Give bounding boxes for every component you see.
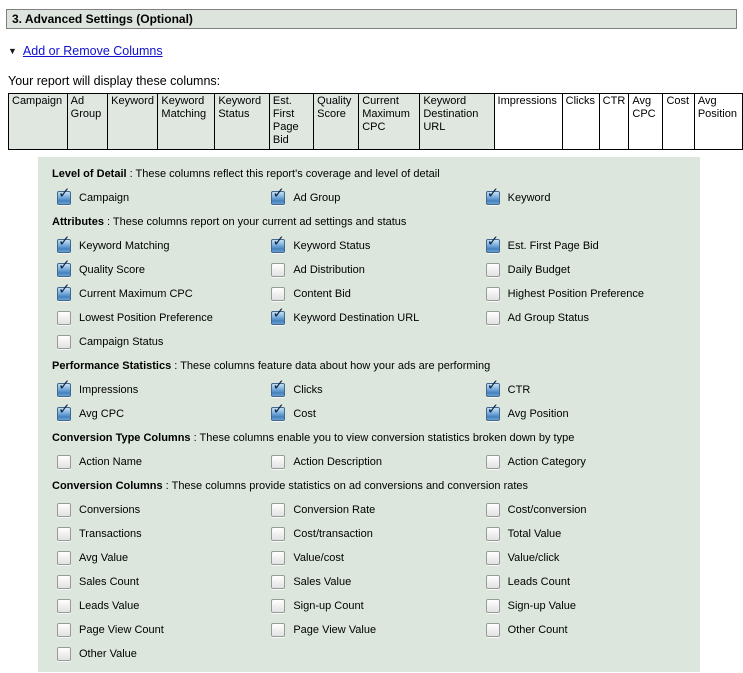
column-option-other-count[interactable] <box>486 623 700 637</box>
section-heading-description: : These columns feature data about how your ads are performing <box>171 360 491 372</box>
checkbox-label: Cost/transaction <box>293 528 373 540</box>
checkbox-unchecked-icon[interactable] <box>57 647 71 661</box>
column-option-keyword[interactable] <box>486 191 700 205</box>
column-header-cell-keyword: Keyword <box>108 94 158 150</box>
column-option-current-maximum-cpc[interactable] <box>57 287 271 301</box>
column-option-conversion-rate[interactable] <box>271 503 485 517</box>
checkbox-unchecked-icon[interactable] <box>57 599 71 613</box>
checkbox-unchecked-icon[interactable] <box>486 623 500 637</box>
column-header-cell-avg-cpc: Avg CPC <box>629 94 663 150</box>
checkbox-checked-icon[interactable] <box>271 239 285 253</box>
checkbox-checked-icon[interactable] <box>486 383 500 397</box>
section-titlebar <box>6 9 737 29</box>
checkbox-label: Campaign Status <box>79 336 164 348</box>
column-header-cell-ctr: CTR <box>599 94 629 150</box>
column-option-conversions[interactable] <box>57 503 271 517</box>
column-option-avg-cpc[interactable] <box>57 407 271 421</box>
section-heading-title: Conversion Type Columns <box>52 432 191 444</box>
checkbox-label: Leads Count <box>507 576 571 588</box>
column-header-cell-cost: Cost <box>663 94 694 150</box>
checkbox-checked-icon[interactable] <box>57 407 71 421</box>
column-option-campaign[interactable] <box>57 191 271 205</box>
checkbox-label: Action Description <box>293 456 382 468</box>
checkbox-checked-icon[interactable] <box>486 191 500 205</box>
column-option-impressions[interactable] <box>57 383 271 397</box>
column-header-cell-keyword-destination-url: Keyword Destination URL <box>420 94 494 150</box>
checkbox-label: Sign-up Count <box>293 600 364 612</box>
checkbox-unchecked-icon[interactable] <box>271 287 285 301</box>
checkbox-label: Total Value <box>507 528 562 540</box>
checkbox-label: Lowest Position Preference <box>79 312 213 324</box>
checkbox-label: Other Count <box>507 624 568 636</box>
column-header-cell-keyword-matching: Keyword Matching <box>158 94 215 150</box>
column-header-cell-impressions: Impressions <box>494 94 562 150</box>
column-option-avg-value[interactable] <box>57 551 271 565</box>
column-header-cell-clicks: Clicks <box>562 94 599 150</box>
columns-preview-table <box>8 93 743 150</box>
column-option-action-category[interactable] <box>486 455 700 469</box>
checkbox-row <box>38 258 700 282</box>
checkbox-checked-icon[interactable] <box>271 191 285 205</box>
checkbox-unchecked-icon[interactable] <box>486 455 500 469</box>
checkbox-row <box>38 234 700 258</box>
column-header-cell-keyword-status: Keyword Status <box>215 94 270 150</box>
checkbox-unchecked-icon[interactable] <box>271 623 285 637</box>
checkbox-label: Action Name <box>79 456 142 468</box>
checkbox-unchecked-icon[interactable] <box>486 287 500 301</box>
checkbox-row <box>38 330 700 354</box>
column-option-cost-transaction[interactable] <box>271 527 485 541</box>
triangle-down-icon[interactable]: ▼ <box>8 46 17 56</box>
checkbox-row <box>38 570 700 594</box>
checkbox-row <box>38 546 700 570</box>
checkbox-label: Campaign <box>79 192 130 204</box>
column-option-other-value[interactable] <box>57 647 273 661</box>
checkbox-unchecked-icon[interactable] <box>57 623 71 637</box>
checkbox-checked-icon[interactable] <box>271 407 285 421</box>
checkbox-label: Avg CPC <box>79 408 125 420</box>
checkbox-unchecked-icon[interactable] <box>271 599 285 613</box>
checkbox-label: Cost <box>293 408 316 420</box>
column-option-quality-score[interactable] <box>57 263 271 277</box>
checkbox-label: Daily Budget <box>507 264 571 276</box>
columns-preview-caption: Your report will display these columns: <box>8 74 221 88</box>
column-option-avg-position[interactable] <box>486 407 700 421</box>
checkbox-unchecked-icon[interactable] <box>271 575 285 589</box>
column-option-keyword-matching[interactable] <box>57 239 271 253</box>
column-option-leads-value[interactable] <box>57 599 271 613</box>
section-heading-title: Attributes <box>52 216 104 228</box>
section-heading-description: : These columns report on your current ad settings and status <box>103 216 407 228</box>
column-option-action-name[interactable] <box>57 455 271 469</box>
checkbox-label: Ad Group <box>293 192 341 204</box>
checkbox-checked-icon[interactable] <box>271 311 285 325</box>
checkbox-unchecked-icon[interactable] <box>57 311 71 325</box>
section-heading-conversion-columns <box>38 474 700 498</box>
column-header-cell-quality-score: Quality Score <box>314 94 359 150</box>
checkbox-unchecked-icon[interactable] <box>271 527 285 541</box>
column-option-ad-group-status[interactable] <box>486 311 700 325</box>
column-option-sales-value[interactable] <box>271 575 485 589</box>
checkbox-row <box>38 282 700 306</box>
checkbox-label: Current Maximum CPC <box>79 288 193 300</box>
checkbox-checked-icon[interactable] <box>271 383 285 397</box>
checkbox-unchecked-icon[interactable] <box>57 503 71 517</box>
checkbox-label: Page View Value <box>293 624 377 636</box>
column-header-cell-ad-group: Ad Group <box>67 94 108 150</box>
column-option-sign-up-count[interactable] <box>271 599 485 613</box>
column-header-cell-campaign: Campaign <box>9 94 68 150</box>
checkbox-label: Clicks <box>293 384 323 396</box>
checkbox-label: Ad Distribution <box>293 264 365 276</box>
checkbox-checked-icon[interactable] <box>486 239 500 253</box>
checkbox-unchecked-icon[interactable] <box>57 527 71 541</box>
checkbox-label: CTR <box>507 384 531 396</box>
column-option-keyword-status[interactable] <box>271 239 485 253</box>
checkbox-label: Avg Position <box>507 408 569 420</box>
checkbox-label: Avg Value <box>79 552 129 564</box>
checkbox-label: Sales Count <box>79 576 139 588</box>
column-option-highest-position-preference[interactable] <box>486 287 700 301</box>
checkbox-unchecked-icon[interactable] <box>486 527 500 541</box>
section-heading-performance-statistics <box>38 354 700 378</box>
checkbox-row <box>38 594 700 618</box>
checkbox-unchecked-icon[interactable] <box>486 311 500 325</box>
section-heading-level-of-detail <box>38 162 700 186</box>
section-heading-description: : These columns provide statistics on ad conversions and conversion rates <box>162 480 529 492</box>
columns-preview-row <box>9 94 743 150</box>
column-option-clicks[interactable] <box>271 383 485 397</box>
checkbox-label: Other Value <box>79 648 137 660</box>
checkbox-checked-icon[interactable] <box>57 191 71 205</box>
checkbox-row <box>38 642 700 666</box>
checkbox-label: Action Category <box>507 456 586 468</box>
checkbox-label: Transactions <box>79 528 142 540</box>
column-option-action-description[interactable] <box>271 455 485 469</box>
checkbox-label: Ad Group Status <box>507 312 589 324</box>
checkbox-unchecked-icon[interactable] <box>486 575 500 589</box>
checkbox-row <box>38 522 700 546</box>
checkbox-unchecked-icon[interactable] <box>271 455 285 469</box>
checkbox-label: Keyword Matching <box>79 240 170 252</box>
checkbox-label: Content Bid <box>293 288 351 300</box>
checkbox-label: Est. First Page Bid <box>507 240 599 252</box>
checkbox-label: Page View Count <box>79 624 164 636</box>
add-remove-columns-link[interactable]: Add or Remove Columns <box>22 44 163 58</box>
column-option-campaign-status[interactable] <box>57 335 273 349</box>
column-option-sign-up-value[interactable] <box>486 599 700 613</box>
column-option-cost-conversion[interactable] <box>486 503 700 517</box>
column-header-cell-est-first-page-bid: Est. First Page Bid <box>269 94 313 150</box>
checkbox-row <box>38 186 700 210</box>
checkbox-row <box>38 450 700 474</box>
columns-panel <box>38 157 700 672</box>
checkbox-label: Sales Value <box>293 576 352 588</box>
checkbox-unchecked-icon[interactable] <box>271 551 285 565</box>
checkbox-unchecked-icon[interactable] <box>486 599 500 613</box>
column-option-total-value[interactable] <box>486 527 700 541</box>
checkbox-label: Leads Value <box>79 600 140 612</box>
checkbox-unchecked-icon[interactable] <box>271 263 285 277</box>
section-heading-description: : These columns reflect this report's coverage and level of detail <box>126 168 440 180</box>
column-option-sales-count[interactable] <box>57 575 271 589</box>
checkbox-label: Keyword Status <box>293 240 371 252</box>
checkbox-label: Keyword Destination URL <box>293 312 420 324</box>
column-option-leads-count[interactable] <box>486 575 700 589</box>
checkbox-checked-icon[interactable] <box>486 407 500 421</box>
section-heading-title: Conversion Columns <box>52 480 163 492</box>
checkbox-row <box>38 402 700 426</box>
column-option-page-view-value[interactable] <box>271 623 485 637</box>
section-heading-title: Performance Statistics <box>52 360 172 372</box>
checkbox-label: Value/click <box>507 552 560 564</box>
checkbox-row <box>38 498 700 522</box>
checkbox-unchecked-icon[interactable] <box>486 263 500 277</box>
column-option-page-view-count[interactable] <box>57 623 271 637</box>
column-option-lowest-position-preference[interactable] <box>57 311 271 325</box>
checkbox-row <box>38 618 700 642</box>
add-remove-columns-row <box>8 44 743 58</box>
checkbox-unchecked-icon[interactable] <box>271 503 285 517</box>
checkbox-label: Value/cost <box>293 552 344 564</box>
section-heading-conversion-type-columns <box>38 426 700 450</box>
checkbox-checked-icon[interactable] <box>57 239 71 253</box>
checkbox-label: Conversions <box>79 504 141 516</box>
checkbox-unchecked-icon[interactable] <box>486 551 500 565</box>
column-header-cell-avg-position: Avg Position <box>694 94 742 150</box>
column-option-daily-budget[interactable] <box>486 263 700 277</box>
checkbox-label: Sign-up Value <box>507 600 576 612</box>
checkbox-label: Conversion Rate <box>293 504 376 516</box>
checkbox-checked-icon[interactable] <box>57 383 71 397</box>
column-option-cost[interactable] <box>271 407 485 421</box>
section-heading-title: Level of Detail <box>52 168 127 180</box>
column-option-value-click[interactable] <box>486 551 700 565</box>
checkbox-label: Impressions <box>79 384 139 396</box>
column-option-keyword-destination-url[interactable] <box>271 311 485 325</box>
checkbox-unchecked-icon[interactable] <box>57 455 71 469</box>
section-heading-attributes <box>38 210 700 234</box>
checkbox-row <box>38 306 700 330</box>
column-option-est-first-page-bid[interactable] <box>486 239 700 253</box>
column-option-ad-group[interactable] <box>271 191 485 205</box>
checkbox-unchecked-icon[interactable] <box>57 575 71 589</box>
section-title: 3. Advanced Settings (Optional) <box>12 12 193 26</box>
section-heading-description: : These columns enable you to view conversion statistics broken down by type <box>190 432 575 444</box>
checkbox-checked-icon[interactable] <box>57 263 71 277</box>
checkbox-unchecked-icon[interactable] <box>57 335 71 349</box>
column-header-cell-current-maximum-cpc: Current Maximum CPC <box>359 94 420 150</box>
column-option-ad-distribution[interactable] <box>271 263 485 277</box>
column-option-ctr[interactable] <box>486 383 700 397</box>
checkbox-label: Cost/conversion <box>507 504 587 516</box>
checkbox-label: Quality Score <box>79 264 146 276</box>
checkbox-unchecked-icon[interactable] <box>57 551 71 565</box>
checkbox-label: Highest Position Preference <box>507 288 645 300</box>
checkbox-unchecked-icon[interactable] <box>486 503 500 517</box>
checkbox-row <box>38 378 700 402</box>
checkbox-label: Keyword <box>507 192 551 204</box>
column-option-transactions[interactable] <box>57 527 271 541</box>
column-option-value-cost[interactable] <box>271 551 485 565</box>
column-option-content-bid[interactable] <box>271 287 485 301</box>
checkbox-checked-icon[interactable] <box>57 287 71 301</box>
